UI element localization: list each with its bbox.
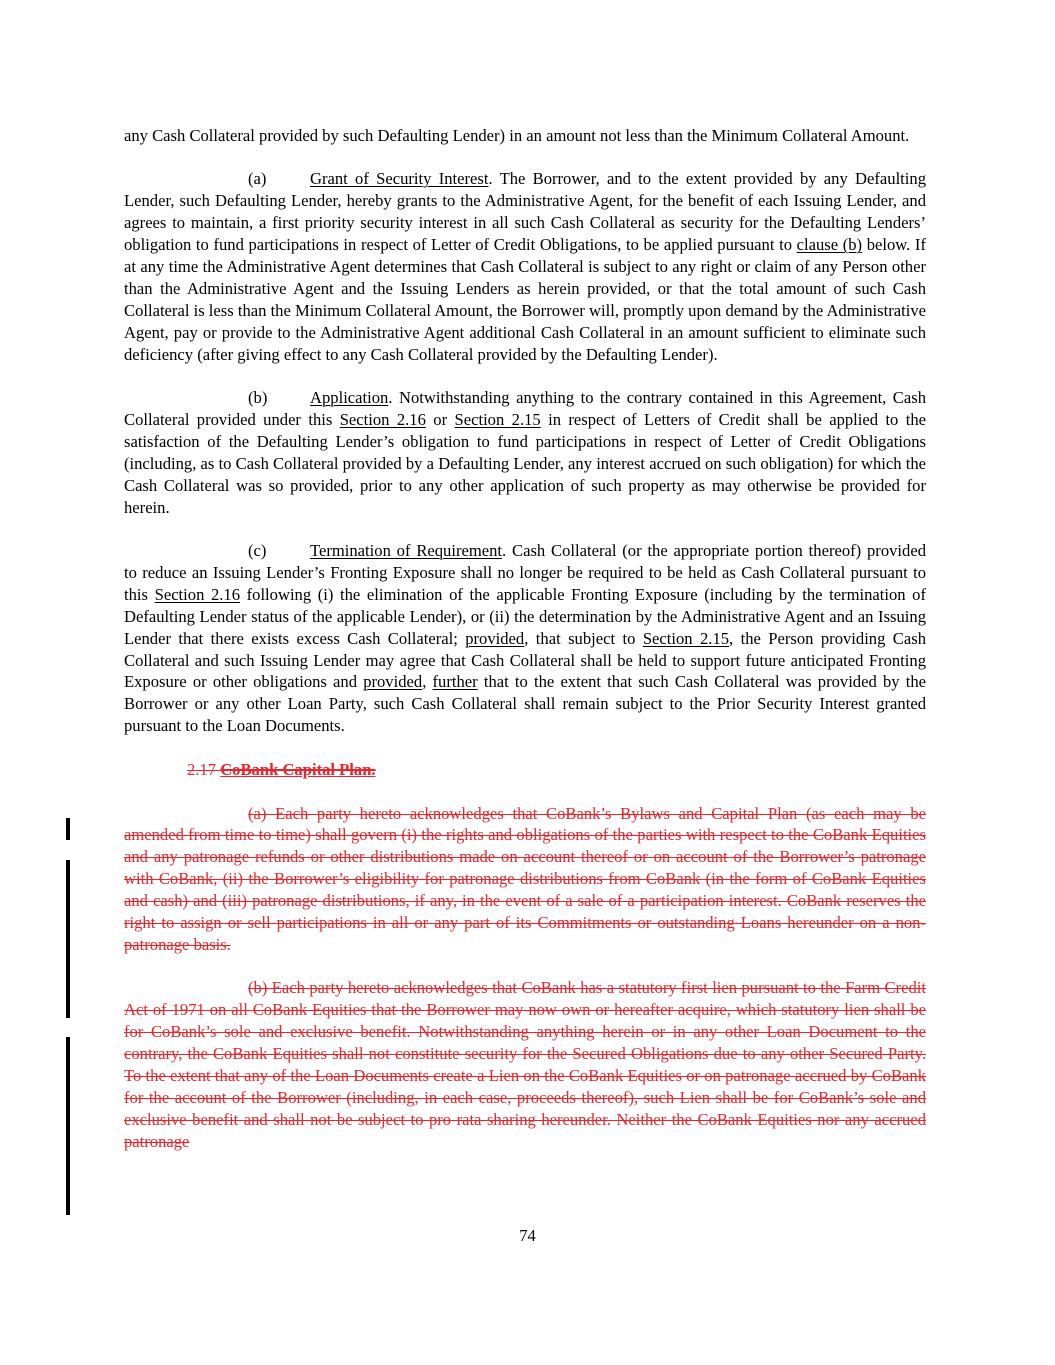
paragraph-title: Grant of Security Interest	[310, 169, 489, 189]
paragraph-label: (a)	[248, 169, 267, 189]
defined-term: provided	[465, 628, 525, 648]
change-bar	[66, 1037, 70, 1215]
cross-reference: Section 2.16	[339, 409, 426, 429]
paragraph-label: (c)	[248, 541, 267, 560]
deleted-paragraph-b: (b) Each party hereto acknowledges that CoBank has a statutory first lien pursuant to the Farm Credit Act of 1971 on all CoBank Equities that the Borrower may now own or hereafter acquire, which statutory lien shall be for CoBank’s sole and exclusive benefit. Notwithstanding anything herein or in any other Loan Document to the contrary, the CoBank Equities shall not constitute security for the Secured Obligations due to any other Secured Party. To the extent that any of the Loan Documents create a Lien on the CoBank Equities or on patronage accrued by CoBank for the account of the Borrower (including, in each case, proceeds thereof), such Lien shall be for CoBank’s sole and exclusive benefit and shall not be subject to pro rata sharing hereunder. Neither the CoBank Equities nor any accrued patronage	[124, 978, 926, 1151]
paragraph-b: (b) Application. Notwithstanding anything to the contrary contained in this Agreement, Cash Collateral provided under this Section 2.16 or Section 2.15 in respect of Letters of Credit shall be applied to the satisfaction of the Defaulting Lender’s obligation to fund participations in respect of Letter of Credit Obligations (including, as to Cash Collateral provided by a Defaulting Lender, any interest accrued on such obligation) for which the Cash Collateral was so provided, prior to any other application of such property as may otherwise be provided for herein.	[124, 388, 927, 517]
change-bar	[66, 818, 70, 840]
cross-reference: Section 2.15	[642, 628, 730, 648]
cross-reference: Section 2.16	[154, 584, 241, 604]
intro-paragraph: any Cash Collateral provided by such Defaulting Lender) in an amount not less than the Minimum Collateral Amount.	[124, 126, 910, 145]
cross-reference: Section 2.15	[454, 409, 541, 429]
paragraph-title: Application	[310, 388, 389, 408]
paragraph-label: (b)	[248, 388, 268, 408]
paragraph-title: Termination of Requirement	[310, 541, 503, 560]
defined-term: further	[432, 672, 478, 692]
paragraph-c: (c) Termination of Requirement. Cash Collateral (or the appropriate portion thereof) provided to reduce an Issuing Lender’s Fronting Exposure shall no longer be required to be held as Cash Collateral pursuant to this Section 2.16 following (i) the elimination of the applicable Fronting Exposure (including by the termination of Defaulting Lender status of the applicable Lender), or (ii) the determination by the Administrative Agent and an Issuing Lender that there exists excess Cash Collateral; provided, that subject to Section 2.15, the Person providing Cash Collateral and such Issuing Lender may agree that Cash Collateral shall be held to support future anticipated Fronting Exposure or other obligations and provided, further that to the extent that such Cash Collateral was provided by the Borrower or any other Loan Party, such Cash Collateral shall remain subject to the Prior Security Interest granted pursuant to the Loan Documents.	[124, 541, 927, 736]
defined-term: provided	[363, 672, 423, 692]
section-title: CoBank Capital Plan.	[220, 759, 376, 779]
section-heading-deleted	[187, 759, 926, 781]
page-number: 74	[519, 1226, 536, 1245]
deleted-paragraph-a: (a) Each party hereto acknowledges that CoBank’s Bylaws and Capital Plan (as each may be amended from time to time) shall govern (i) the rights and obligations of the parties with respect to the CoBank Equities and any patronage refunds or other distributions made on account thereof or on account of the Borrower’s patronage with CoBank, (ii) the Borrower’s eligibility for patronage distributions from CoBank (in the form of CoBank Equities and cash) and (iii) patronage distributions, if any, in the event of a sale of a participation interest. CoBank reserves the right to assign or sell participations in all or any part of its Commitments or outstanding Loans hereunder on a non-patronage basis.	[124, 803, 926, 954]
cross-reference: clause (b)	[796, 235, 863, 255]
change-bar	[66, 860, 70, 1018]
paragraph-a: (a) Grant of Security Interest. The Borrower, and to the extent provided by any Defaulting Lender, such Defaulting Lender, hereby grants to the Administrative Agent, for the benefit of each Issuing Lender, and agrees to maintain, a first priority security interest in all such Cash Collateral as security for the Defaulting Lenders’ obligation to fund participations in respect of Letter of Credit Obligations, to be applied pursuant to clause (b) below. If at any time the Administrative Agent determines that Cash Collateral is subject to any right or claim of any Person other than the Administrative Agent and the Issuing Lenders as herein provided, or that the total amount of such Cash Collateral is less than the Minimum Collateral Amount, the Borrower will, promptly upon demand by the Administrative Agent, pay or provide to the Administrative Agent additional Cash Collateral in an amount sufficient to eliminate such deficiency (after giving effect to any Cash Collateral provided by the Defaulting Lender).	[124, 169, 926, 364]
section-number: 2.17	[187, 759, 217, 779]
document-page	[124, 125, 926, 1153]
